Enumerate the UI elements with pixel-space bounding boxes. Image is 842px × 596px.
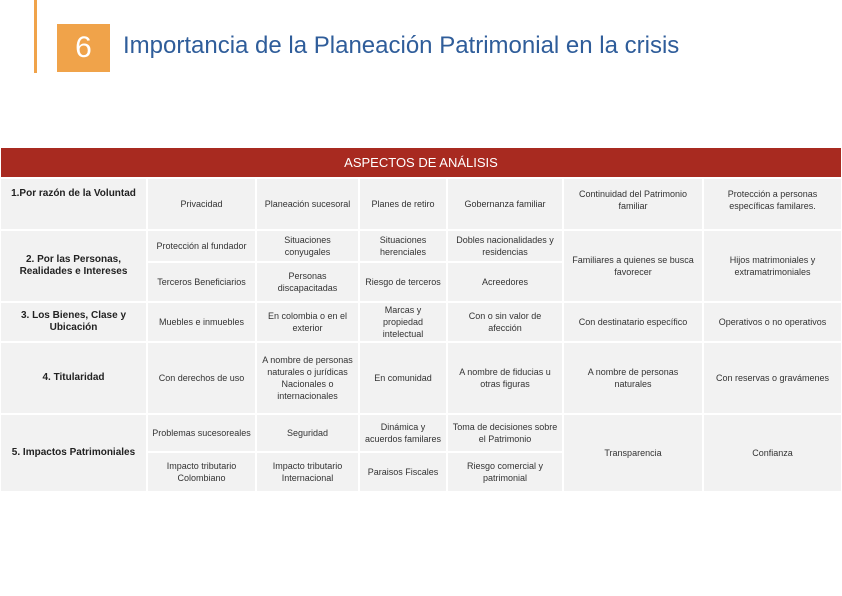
table-cell: Muebles e inmuebles <box>148 303 255 341</box>
table-cell: Acreedores <box>448 263 562 301</box>
table-cell: Marcas y propiedad intelectual <box>360 303 446 341</box>
table-cell: Con o sin valor de afección <box>448 303 562 341</box>
table-cell: Privacidad <box>148 179 255 229</box>
table-cell: Toma de decisiones sobre el Patrimonio <box>448 415 562 451</box>
table-cell: Situaciones conyugales <box>257 231 358 261</box>
table-cell: Gobernanza familiar <box>448 179 562 229</box>
table-cell: Impacto tributario Colombiano <box>148 453 255 491</box>
table-cell: Protección a personas específicas familares. <box>704 179 841 229</box>
table-cell: Confianza <box>704 415 841 491</box>
table-cell: Riesgo de terceros <box>360 263 446 301</box>
table-cell: Personas discapacitadas <box>257 263 358 301</box>
table-cell: Protección al fundador <box>148 231 255 261</box>
table-cell: Problemas sucesoreales <box>148 415 255 451</box>
table-cell: Paraisos Fiscales <box>360 453 446 491</box>
row-header-voluntad: 1.Por razón de la Voluntad <box>1 179 146 229</box>
table-banner: ASPECTOS DE ANÁLISIS <box>1 148 841 177</box>
row-header-titularidad: 4. Titularidad <box>1 343 146 413</box>
table-cell: Dobles nacionalidades y residencias <box>448 231 562 261</box>
page-title: Importancia de la Planeación Patrimonial en la crisis <box>123 32 680 59</box>
table-cell: Planeación sucesoral <box>257 179 358 229</box>
table-cell: Con reservas o gravámenes <box>704 343 841 413</box>
row-header-impactos: 5. Impactos Patrimoniales <box>1 415 146 491</box>
table-cell: Impacto tributario Internacional <box>257 453 358 491</box>
row-header-personas: 2. Por las Personas, Realidades e Intereses <box>1 231 146 301</box>
table-cell: Terceros Beneficiarios <box>148 263 255 301</box>
table-cell: A nombre de personas naturales <box>564 343 702 413</box>
table-cell: A nombre de fiducias u otras figuras <box>448 343 562 413</box>
table-cell: Continuidad del Patrimonio familiar <box>564 179 702 229</box>
table-cell: Con destinatario específico <box>564 303 702 341</box>
table-cell: Dinámica y acuerdos familares <box>360 415 446 451</box>
table-cell: Seguridad <box>257 415 358 451</box>
section-number: 6 <box>57 24 110 72</box>
table-cell: En comunidad <box>360 343 446 413</box>
table-cell: En colombia o en el exterior <box>257 303 358 341</box>
table-cell: A nombre de personas naturales o jurídicas Nacionales o internacionales <box>257 343 358 413</box>
table-cell: Operativos o no operativos <box>704 303 841 341</box>
table-cell: Hijos matrimoniales y extramatrimoniales <box>704 231 841 301</box>
row-header-bienes: 3. Los Bienes, Clase y Ubicación <box>1 303 146 341</box>
table-cell: Planes de retiro <box>360 179 446 229</box>
table-cell: Transparencia <box>564 415 702 491</box>
table-cell: Situaciones herenciales <box>360 231 446 261</box>
table-cell: Riesgo comercial y patrimonial <box>448 453 562 491</box>
table-cell: Familiares a quienes se busca favorecer <box>564 231 702 301</box>
table-cell: Con derechos de uso <box>148 343 255 413</box>
